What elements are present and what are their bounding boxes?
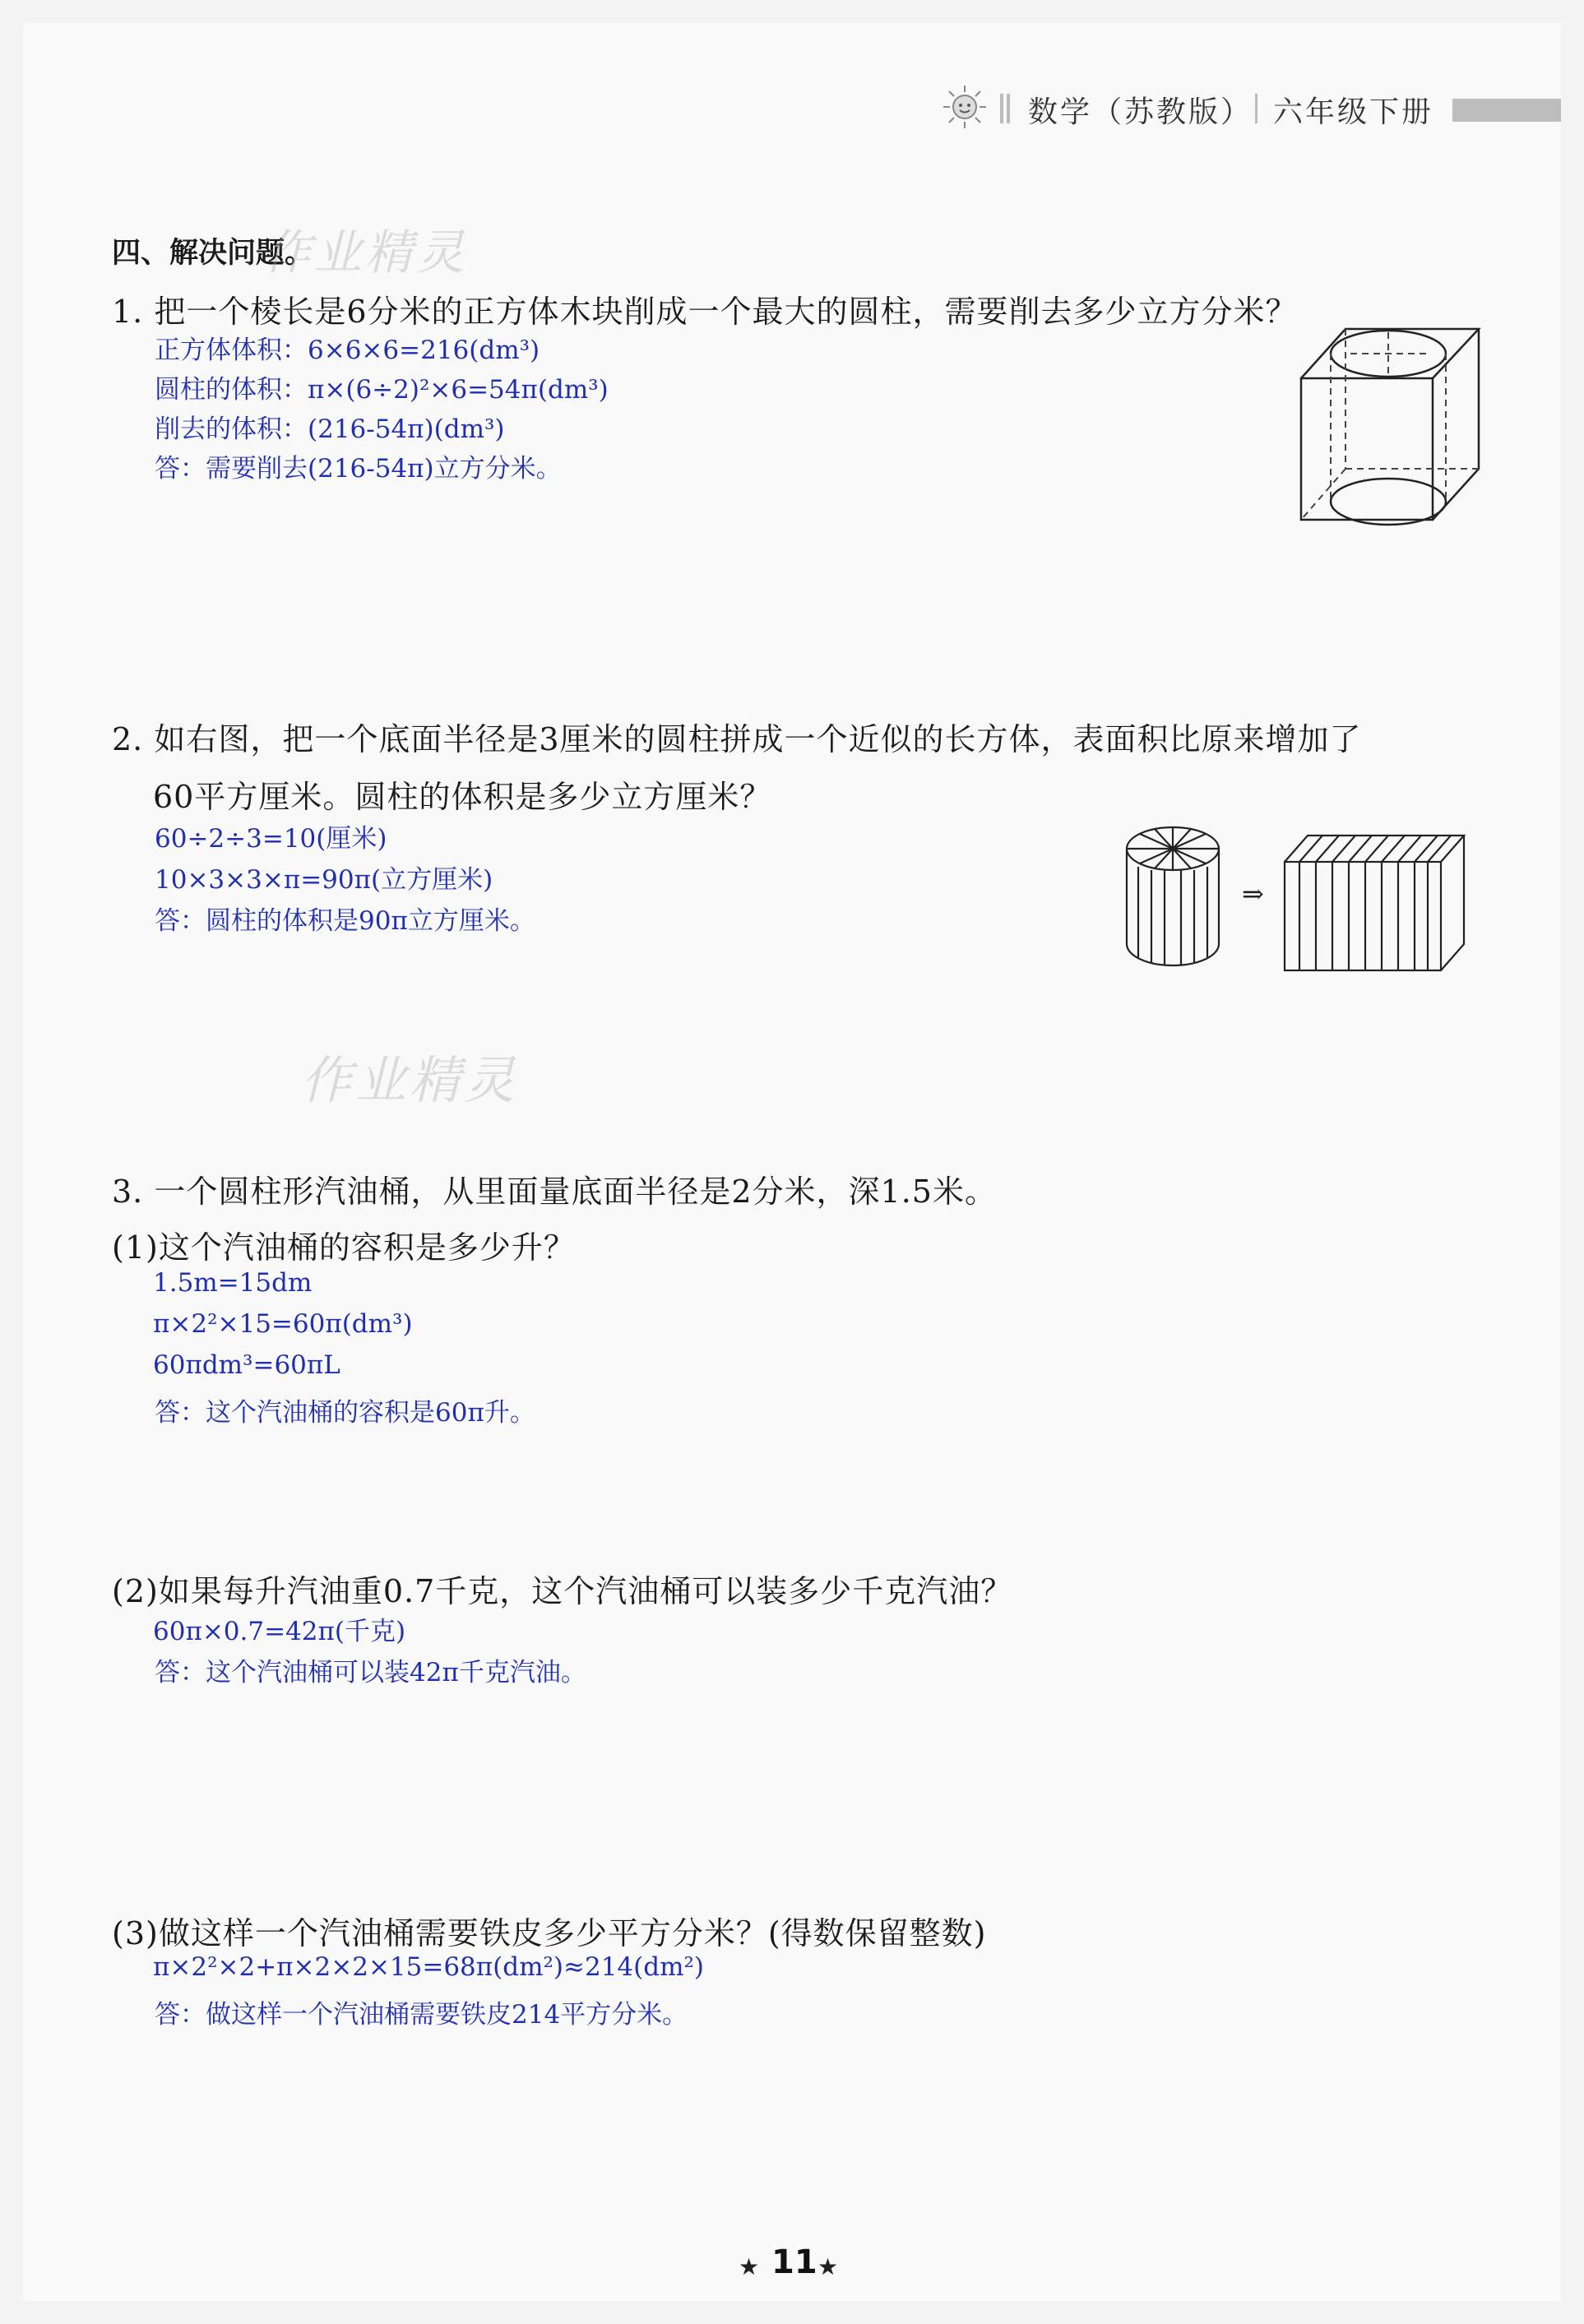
- q2-answer-line: 60÷2÷3=10(厘米): [155, 824, 387, 854]
- header-divider: [1255, 94, 1257, 123]
- q2-stem-line1: 2. 如右图，把一个底面半径是3厘米的圆柱拼成一个近似的长方体，表面积比原来增加了: [112, 721, 1362, 757]
- q3-part2-answer-line: 60π×0.7=42π(千克): [153, 1617, 406, 1646]
- cuboid-figure: [1280, 829, 1485, 977]
- q3-part1-answer-line: 答：这个汽油桶的容积是60π升。: [155, 1398, 535, 1428]
- page-number: 11: [771, 2243, 817, 2281]
- header-bar: [1452, 99, 1561, 122]
- watermark: 作业精灵: [263, 225, 468, 280]
- worksheet-page: [23, 23, 1561, 2301]
- q3-part3-answer-line: 答：做这样一个汽油桶需要铁皮214平方分米。: [155, 2000, 688, 2030]
- q2-stem-line2: 60平方厘米。圆柱的体积是多少立方厘米？: [153, 779, 772, 815]
- q1-answer-line: 圆柱的体积：π×(6÷2)²×6=54π(dm³): [155, 375, 609, 405]
- q2-answer-line: 10×3×3×π=90π(立方厘米): [155, 865, 493, 895]
- header-grade: 六年级下册: [1273, 95, 1434, 129]
- q1-stem: 1. 把一个棱长是6分米的正方体木块削成一个最大的圆柱，需要削去多少立方分米？: [112, 294, 1298, 330]
- section-title: 四、解决问题。: [112, 236, 314, 270]
- header-subject: 数学（苏教版）: [1028, 95, 1253, 129]
- q3-part1-answer-line: 1.5m=15dm: [153, 1268, 313, 1298]
- q3-part3-answer-line: π×2²×2+π×2×2×15=68π(dm²)≈214(dm²): [153, 1952, 705, 1982]
- sun-mascot-icon: [940, 82, 989, 132]
- sliced-cylinder-figure: [1122, 821, 1229, 977]
- q3-part2-answer-line: 答：这个汽油桶可以装42π千克汽油。: [155, 1658, 586, 1687]
- q3-part2-stem: (2)如果每升汽油重0.7千克，这个汽油桶可以装多少千克汽油？: [112, 1573, 1013, 1609]
- q3-part1-answer-line: π×2²×15=60π(dm³): [153, 1309, 413, 1339]
- q3-stem: 3. 一个圆柱形汽油桶，从里面量底面半径是2分米，深1.5米。: [112, 1174, 997, 1210]
- q2-answer-line: 答：圆柱的体积是90π立方厘米。: [155, 906, 535, 936]
- q1-answer-line: 答：需要削去(216-54π)立方分米。: [155, 454, 562, 484]
- q1-answer-line: 正方体体积：6×6×6=216(dm³): [155, 336, 540, 365]
- header-divider: [1000, 94, 1003, 123]
- header-divider: [1007, 94, 1010, 123]
- q3-part1-stem: (1)这个汽油桶的容积是多少升？: [112, 1229, 576, 1266]
- q3-part1-answer-line: 60πdm³=60πL: [153, 1350, 340, 1380]
- q1-answer-line: 削去的体积：(216-54π)(dm³): [155, 414, 505, 444]
- transform-arrow: ⇒: [1242, 878, 1264, 910]
- q3-part3-stem: (3)做这样一个汽油桶需要铁皮多少平方分米？(得数保留整数): [112, 1915, 987, 1951]
- cube-with-cylinder-figure: [1296, 321, 1494, 535]
- watermark: 作业精灵: [301, 1050, 519, 1110]
- footer-star-left: ★: [739, 2253, 760, 2280]
- footer-star-right: ★: [817, 2253, 839, 2280]
